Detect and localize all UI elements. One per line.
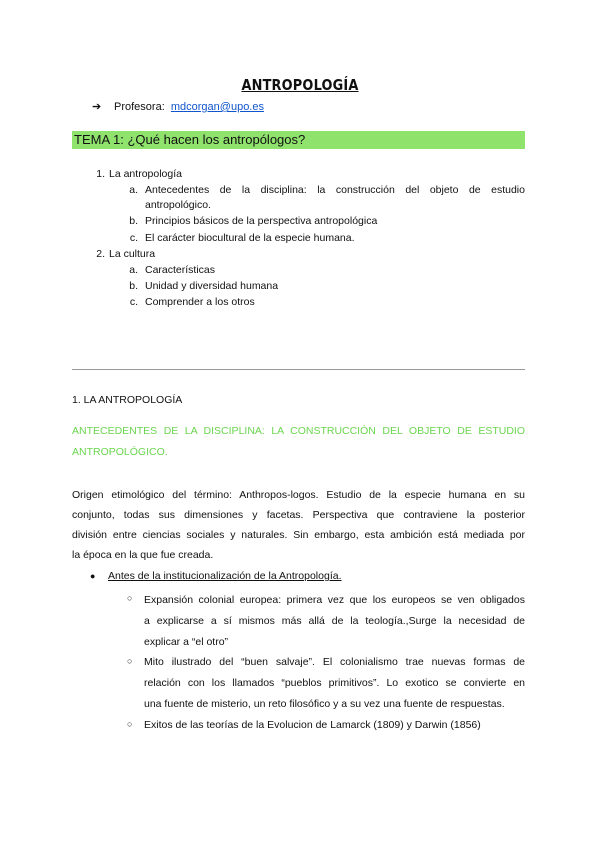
outline-item-1b: Principios básicos de la perspectiva antropológica bbox=[145, 215, 378, 227]
subsection-heading-line: ANTECEDENTES DE LA DISCIPLINA: LA CONSTRUCCIÓN DEL OBJETO DE ESTUDIO bbox=[72, 425, 525, 437]
paragraph-line: división entre ciencias sociales y naturales. Sin embargo, esta ambición está mediada por bbox=[72, 529, 525, 541]
outline-letter-2c: c. bbox=[129, 296, 138, 308]
sub-item-line: Mito ilustrado del “buen salvaje”. El colonialismo trae nuevas formas de bbox=[144, 656, 525, 668]
outline-letter-1c: c. bbox=[129, 232, 138, 244]
sub-bullet-icon: ○ bbox=[127, 593, 133, 603]
outline-letter-2a: a. bbox=[129, 264, 138, 276]
subsection-heading bbox=[72, 421, 525, 463]
outline-item-2: La cultura bbox=[109, 248, 156, 260]
section-title: 1. LA ANTROPOLOGÍA bbox=[72, 394, 183, 406]
sub-item-line: Expansión colonial europea: primera vez que los europeos se ven obligados bbox=[144, 594, 525, 606]
paragraph-line: Origen etimológico del término: Anthropos-logos. Estudio de la especie humana en su bbox=[72, 489, 525, 501]
sub-item-line: explicar a “el otro” bbox=[144, 636, 229, 648]
outline-item-2a: Características bbox=[145, 264, 216, 276]
bullet-heading: Antes de la institucionalización de la Antropología. bbox=[108, 570, 342, 582]
sub-bullet-icon: ○ bbox=[127, 656, 133, 666]
paragraph-line: la época en la que fue creada. bbox=[72, 549, 214, 561]
subsection-heading-line: ANTROPOLÓGICO. bbox=[72, 446, 168, 458]
professor-label: Profesora: bbox=[114, 101, 165, 113]
horizontal-divider bbox=[72, 369, 525, 370]
outline-item-1a-cont: antropológico. bbox=[145, 199, 211, 211]
sub-item-line: una fuente de misterio, un reto filosófico y a su vez una fuente de respuestas. bbox=[144, 698, 505, 710]
outline-num-1: 1. bbox=[96, 168, 105, 180]
tema-heading: TEMA 1: ¿Qué hacen los antropólogos? bbox=[72, 131, 525, 149]
outline-letter-1b: b. bbox=[129, 215, 138, 227]
arrow-icon: ➔ bbox=[92, 101, 102, 113]
sub-item-line: Exitos de las teorías de la Evolucion de Lamarck (1809) y Darwin (1856) bbox=[144, 719, 481, 731]
bullet-icon: ● bbox=[90, 571, 96, 581]
outline-letter-1a: a. bbox=[129, 184, 138, 196]
outline-item-1: La antropología bbox=[109, 168, 182, 180]
sub-item-2 bbox=[144, 652, 525, 715]
professor-line bbox=[92, 100, 264, 113]
outline-item-2c: Comprender a los otros bbox=[145, 296, 255, 308]
sub-item-line: a explicarse a sí mismos más allá de la teología.,Surge la necesidad de bbox=[144, 615, 525, 627]
paragraph-line: conjunto, todas sus dimensiones y facetas. Perspectiva que contraviene la posterior bbox=[72, 509, 525, 521]
intro-paragraph bbox=[72, 485, 525, 565]
sub-item-3 bbox=[144, 715, 525, 736]
outline-letter-2b: b. bbox=[129, 280, 138, 292]
sub-bullet-icon: ○ bbox=[127, 719, 133, 729]
document-title: ANTROPOLOGÍA bbox=[241, 76, 359, 94]
outline-item-1c: El carácter biocultural de la especie humana. bbox=[145, 232, 355, 244]
outline-item-1a: Antecedentes de la disciplina: la construcción del objeto de estudio bbox=[145, 184, 525, 196]
sub-item-1 bbox=[144, 590, 525, 653]
professor-email-link[interactable]: mdcorgan@upo.es bbox=[170, 101, 264, 113]
outline-item-2b: Unidad y diversidad humana bbox=[145, 280, 279, 292]
sub-item-line: relación con los llamados “pueblos primitivos”. Lo exotico se convierte en bbox=[144, 677, 525, 689]
outline-num-2: 2. bbox=[96, 248, 105, 260]
